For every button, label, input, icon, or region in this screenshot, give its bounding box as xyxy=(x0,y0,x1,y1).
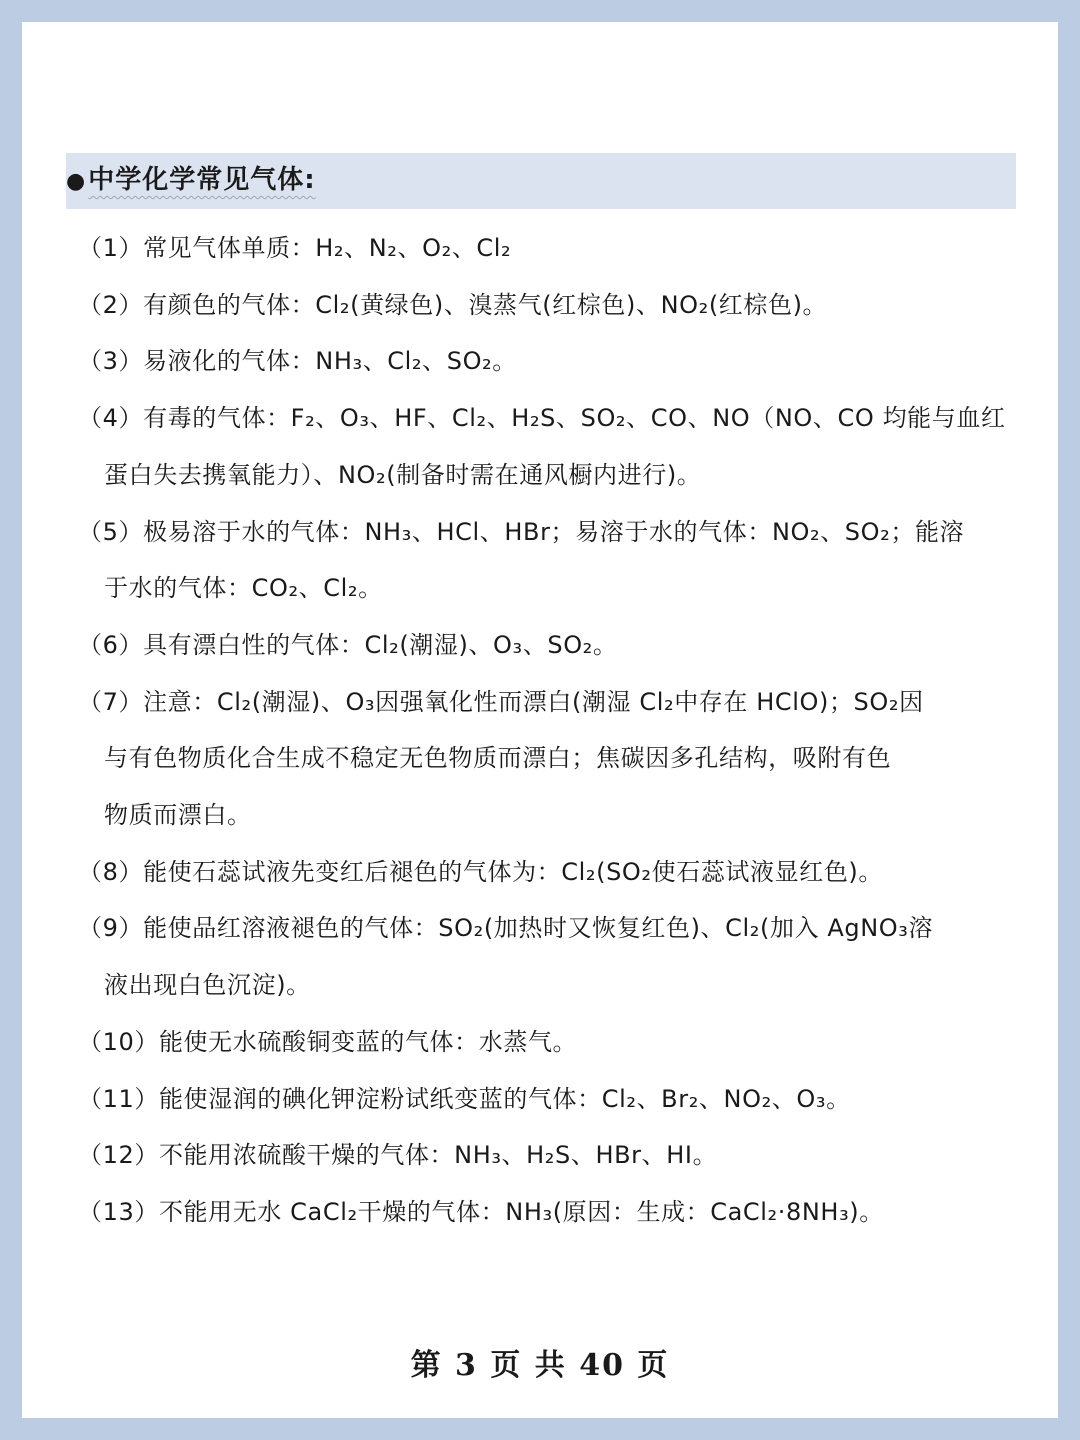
list-item xyxy=(78,617,1018,674)
item-text-continued: 液出现白色沉淀)。 xyxy=(104,971,311,1000)
list-item xyxy=(78,220,1018,277)
item-text: （10）能使无水硫酸铜变蓝的气体：水蒸气。 xyxy=(78,1027,578,1056)
list-item xyxy=(78,1127,1018,1184)
section-title-text: 中学化学常见气体: xyxy=(88,165,316,195)
list-item xyxy=(78,900,1018,1013)
item-text: （3）易液化的气体：NH₃、Cl₂、SO₂。 xyxy=(78,347,517,376)
item-text: （9）能使品红溶液褪色的气体：SO₂(加热时又恢复红色)、Cl₂(加入 AgNO₃溶 xyxy=(78,914,934,943)
item-text-continued: 蛋白失去携氧能力）、NO₂(制备时需在通风橱内进行)。 xyxy=(104,460,702,489)
item-text: （5）极易溶于水的气体：NH₃、HCl、HBr；易溶于水的气体：NO₂、SO₂；能溶 xyxy=(78,517,965,546)
item-text: （7）注意：Cl₂(潮湿)、O₃因强氧化性而漂白(潮湿 Cl₂中存在 HClO)；SO₂因 xyxy=(78,687,924,716)
item-list xyxy=(78,220,1018,1241)
item-text: （6）具有漂白性的气体：Cl₂(潮湿)、O₃、SO₂。 xyxy=(78,630,618,659)
item-text: （12）不能用浓硫酸干燥的气体：NH₃、H₂S、HBr、HI。 xyxy=(78,1141,718,1170)
list-item xyxy=(78,1014,1018,1071)
item-text: （11）能使湿润的碘化钾淀粉试纸变蓝的气体：Cl₂、Br₂、NO₂、O₃。 xyxy=(78,1084,851,1113)
list-item xyxy=(78,1071,1018,1128)
list-item xyxy=(78,1184,1018,1241)
page-number: 第 3 页 共 40 页 xyxy=(410,1348,670,1383)
section-title xyxy=(66,162,316,200)
item-text: （1）常见气体单质：H₂、N₂、O₂、Cl₂ xyxy=(78,234,512,262)
list-item xyxy=(78,390,1018,503)
bullet-icon: ● xyxy=(66,169,87,194)
list-item xyxy=(78,504,1018,617)
list-item xyxy=(78,277,1018,334)
item-text: （13）不能用无水 CaCl₂干燥的气体：NH₃(原因：生成：CaCl₂·8NH₃)。 xyxy=(78,1197,884,1226)
item-text: （4）有毒的气体：F₂、O₃、HF、Cl₂、H₂S、SO₂、CO、NO（NO、CO 均能与血红 xyxy=(78,404,1006,433)
list-item xyxy=(78,844,1018,901)
list-item xyxy=(78,333,1018,390)
item-text-continued: 于水的气体：CO₂、Cl₂。 xyxy=(104,574,383,603)
item-text: （8）能使石蕊试液先变红后褪色的气体为：Cl₂(SO₂使石蕊试液显红色)。 xyxy=(78,857,883,886)
list-item xyxy=(78,674,1018,844)
item-text: （2）有颜色的气体：Cl₂(黄绿色)、溴蒸气(红棕色)、NO₂(红棕色)。 xyxy=(78,290,828,319)
item-text-continued: 物质而漂白。 xyxy=(104,801,252,830)
item-text-continued: 与有色物质化合生成不稳定无色物质而漂白；焦碳因多孔结构，吸附有色 xyxy=(104,744,892,773)
